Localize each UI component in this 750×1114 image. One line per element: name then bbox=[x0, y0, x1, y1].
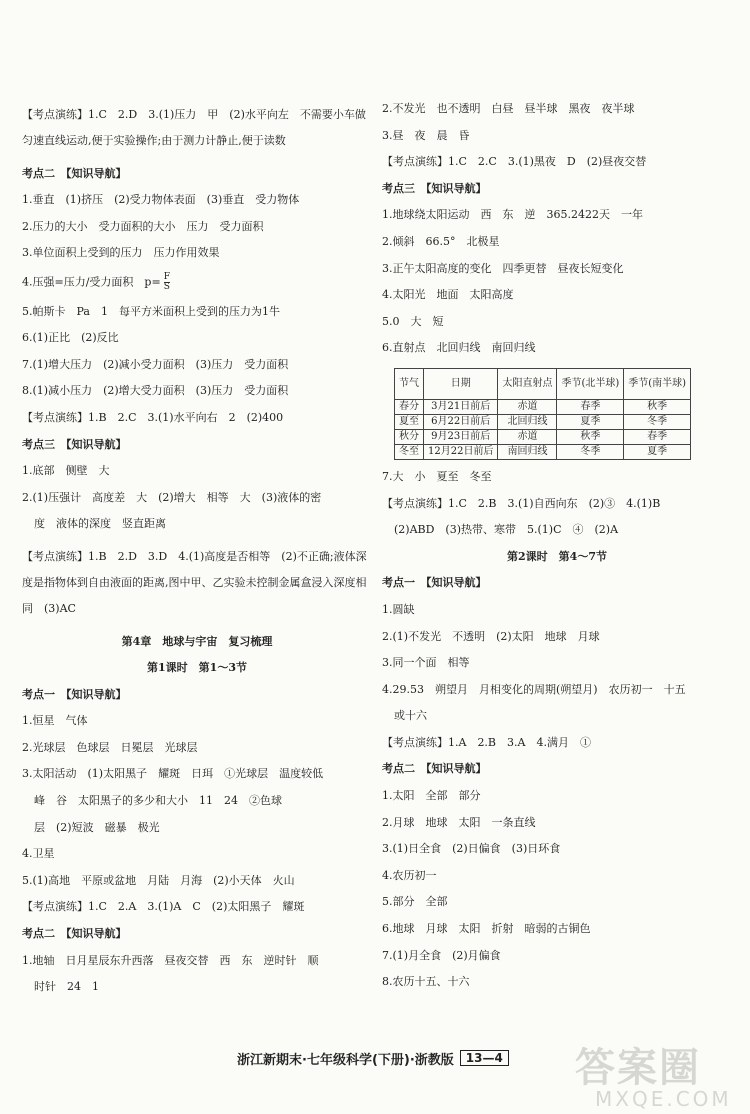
text-line: 第2课时 第4～7节 bbox=[507, 549, 607, 563]
page-number: 13—4 bbox=[460, 1050, 509, 1066]
text-line: 2.光球层 色球层 日冕层 光球层 bbox=[22, 740, 198, 754]
text-line: 4.压强=压力/受力面积 p= $\frac{F}{S}$ bbox=[22, 271, 170, 292]
table-cell: 秋分 bbox=[395, 429, 424, 444]
text-line: 【考点演练】1.A 2.B 3.A 4.满月 ① bbox=[382, 735, 591, 749]
footer-title: 浙江新期末·七年级科学(下册)·浙教版 bbox=[237, 1052, 454, 1068]
table-header-cell: 日期 bbox=[424, 368, 498, 399]
table-cell: 12月22日前后 bbox=[424, 444, 498, 459]
table-cell: 6月22日前后 bbox=[424, 414, 498, 429]
text-line: 时针 24 1 bbox=[34, 980, 99, 994]
text-line: 6.(1)正比 (2)反比 bbox=[22, 331, 119, 345]
text-line: 【考点演练】1.C 2.C 3.(1)黑夜 D (2)昼夜交替 bbox=[382, 155, 647, 169]
text-line: 第1课时 第1～3节 bbox=[147, 661, 247, 675]
watermark-bottom: MXQE.COM bbox=[595, 1087, 732, 1111]
text-line: 4.29.53 朔望月 月相变化的周期(朔望月) 农历初一 十五 bbox=[382, 682, 686, 696]
table-cell: 冬季 bbox=[624, 414, 691, 429]
text-line: (2)ABD (3)热带、寒带 5.(1)C ④ (2)A bbox=[394, 523, 619, 537]
text-line: 层 (2)短波 磁暴 极光 bbox=[34, 820, 160, 834]
text-line: 或十六 bbox=[394, 709, 427, 723]
text-line: 5.部分 全部 bbox=[382, 895, 448, 909]
text-line: 3.昼 夜 晨 昏 bbox=[382, 128, 470, 142]
text-line: 考点三 【知识导航】 bbox=[382, 181, 487, 195]
table-cell: 夏季 bbox=[557, 414, 624, 429]
text-line: 7.大 小 夏至 冬至 bbox=[382, 469, 492, 483]
table-cell: 赤道 bbox=[498, 429, 557, 444]
solar-terms-table bbox=[394, 368, 691, 460]
text-line: 3.同一个面 相等 bbox=[382, 656, 470, 670]
watermark-top: 答案圈 bbox=[575, 1045, 701, 1091]
text-line: 3.单位面积上受到的压力 压力作用效果 bbox=[22, 246, 220, 260]
text-line: 1.底部 侧壁 大 bbox=[22, 464, 110, 478]
text-line: 考点二 【知识导航】 bbox=[22, 927, 127, 941]
text-line: 【考点演练】1.B 2.C 3.(1)水平向右 2 (2)400 bbox=[22, 410, 284, 424]
table-cell: 冬至 bbox=[395, 444, 424, 459]
table-cell: 冬季 bbox=[557, 444, 624, 459]
text-line: 5.(1)高地 平原或盆地 月陆 月海 (2)小天体 火山 bbox=[22, 873, 295, 887]
table-row bbox=[395, 429, 691, 444]
right-top-section bbox=[382, 102, 732, 355]
text-line: 5.帕斯卡 Pa 1 每平方米面积上受到的压力为1牛 bbox=[22, 304, 280, 318]
table-cell: 夏至 bbox=[395, 414, 424, 429]
watermark-logo bbox=[575, 1045, 745, 1111]
table-cell: 秋季 bbox=[557, 429, 624, 444]
text-line: 7.(1)月全食 (2)月偏食 bbox=[382, 948, 501, 962]
table-cell: 南回归线 bbox=[498, 444, 557, 459]
text-line: 4.太阳光 地面 太阳高度 bbox=[382, 288, 514, 302]
table-cell: 9月23日前后 bbox=[424, 429, 498, 444]
table-cell: 秋季 bbox=[624, 399, 691, 414]
text-line: 第4章 地球与宇宙 复习梳理 bbox=[121, 634, 273, 648]
text-line: 8.(1)减小压力 (2)增大受力面积 (3)压力 受力面积 bbox=[22, 384, 289, 398]
table-row bbox=[395, 444, 691, 459]
table-cell: 春分 bbox=[395, 399, 424, 414]
text-line: 【考点演练】1.C 2.B 3.(1)自西向东 (2)③ 4.(1)B bbox=[382, 496, 661, 510]
text-line: 1.地轴 日月星辰东升西落 昼夜交替 西 东 逆时针 顺 bbox=[22, 953, 319, 967]
text-line: 1.垂直 (1)挤压 (2)受力物体表面 (3)垂直 受力物体 bbox=[22, 193, 300, 207]
text-line: 1.圆缺 bbox=[382, 602, 415, 616]
text-line: 【考点演练】1.C 2.D 3.(1)压力 甲 (2)水平向左 不需要小车做匀速直线运动,便于实验操作;由于测力计静止,便于读数 bbox=[22, 108, 366, 147]
table-row bbox=[395, 399, 691, 414]
text-line: 【考点演练】1.B 2.D 3.D 4.(1)高度是否相等 (2)不正确;液体深度是指物体到自由液面的距离,图中甲、乙实验未控制金属盒浸入深度相同 (3)AC bbox=[22, 549, 367, 615]
text-line: 8.农历十五、十六 bbox=[382, 975, 470, 989]
table-cell: 赤道 bbox=[498, 399, 557, 414]
table-header-cell: 季节(南半球) bbox=[624, 368, 691, 399]
text-line: 1.太阳 全部 部分 bbox=[382, 789, 481, 803]
text-line: 2.(1)不发光 不透明 (2)太阳 地球 月球 bbox=[382, 629, 600, 643]
right-column bbox=[382, 102, 732, 1002]
text-line: 峰 谷 太阳黑子的多少和大小 11 24 ②色球 bbox=[34, 794, 282, 808]
text-line: 考点二 【知识导航】 bbox=[22, 166, 127, 180]
table-row bbox=[395, 414, 691, 429]
table-header-cell: 季节(北半球) bbox=[557, 368, 624, 399]
table-header-cell: 节气 bbox=[395, 368, 424, 399]
text-line: 5.0 大 短 bbox=[382, 314, 444, 328]
table-body bbox=[395, 399, 691, 459]
text-line: 3.(1)日全食 (2)日偏食 (3)日环食 bbox=[382, 842, 561, 856]
text-line: 考点三 【知识导航】 bbox=[22, 437, 127, 451]
table-cell: 春季 bbox=[557, 399, 624, 414]
table-cell: 3月21日前后 bbox=[424, 399, 498, 414]
table-cell: 夏季 bbox=[624, 444, 691, 459]
text-line: 1.地球绕太阳运动 西 东 逆 365.2422天 一年 bbox=[382, 208, 643, 222]
fraction: $\frac{F}{S}$ bbox=[163, 271, 170, 292]
text-line: 考点一 【知识导航】 bbox=[382, 576, 487, 590]
table-cell: 春季 bbox=[624, 429, 691, 444]
text-line: 2.倾斜 66.5° 北极星 bbox=[382, 234, 500, 248]
text-line: 2.(1)压强计 高度差 大 (2)增大 相等 大 (3)液体的密 bbox=[22, 490, 322, 504]
table-header-row bbox=[395, 368, 691, 399]
right-bottom-section bbox=[382, 470, 732, 989]
text-line: 【考点演练】1.C 2.A 3.(1)A C (2)太阳黑子 耀斑 bbox=[22, 900, 305, 914]
text-line: 2.月球 地球 太阳 一条直线 bbox=[382, 815, 536, 829]
text-line: 4.农历初一 bbox=[382, 868, 437, 882]
text-line: 6.直射点 北回归线 南回归线 bbox=[382, 341, 536, 355]
table-header-cell: 太阳直射点 bbox=[498, 368, 557, 399]
left-column bbox=[22, 102, 372, 1007]
table-cell: 北回归线 bbox=[498, 414, 557, 429]
text-line: 考点二 【知识导航】 bbox=[382, 762, 487, 776]
text-line: 1.恒星 气体 bbox=[22, 714, 88, 728]
text-line: 2.不发光 也不透明 白昼 昼半球 黑夜 夜半球 bbox=[382, 102, 635, 115]
text-line: 3.太阳活动 (1)太阳黑子 耀斑 日珥 ①光球层 温度较低 bbox=[22, 767, 324, 781]
text-line: 考点一 【知识导航】 bbox=[22, 687, 127, 701]
text-line: 6.地球 月球 太阳 折射 暗弱的古铜色 bbox=[382, 922, 591, 936]
text-line: 7.(1)增大压力 (2)减小受力面积 (3)压力 受力面积 bbox=[22, 357, 289, 371]
text-line: 4.卫星 bbox=[22, 847, 55, 861]
text-line: 2.压力的大小 受力面积的大小 压力 受力面积 bbox=[22, 219, 264, 233]
page-footer bbox=[237, 1047, 537, 1069]
text-line: 度 液体的深度 竖直距离 bbox=[34, 517, 166, 531]
text-line: 3.正午太阳高度的变化 四季更替 昼夜长短变化 bbox=[382, 261, 624, 275]
